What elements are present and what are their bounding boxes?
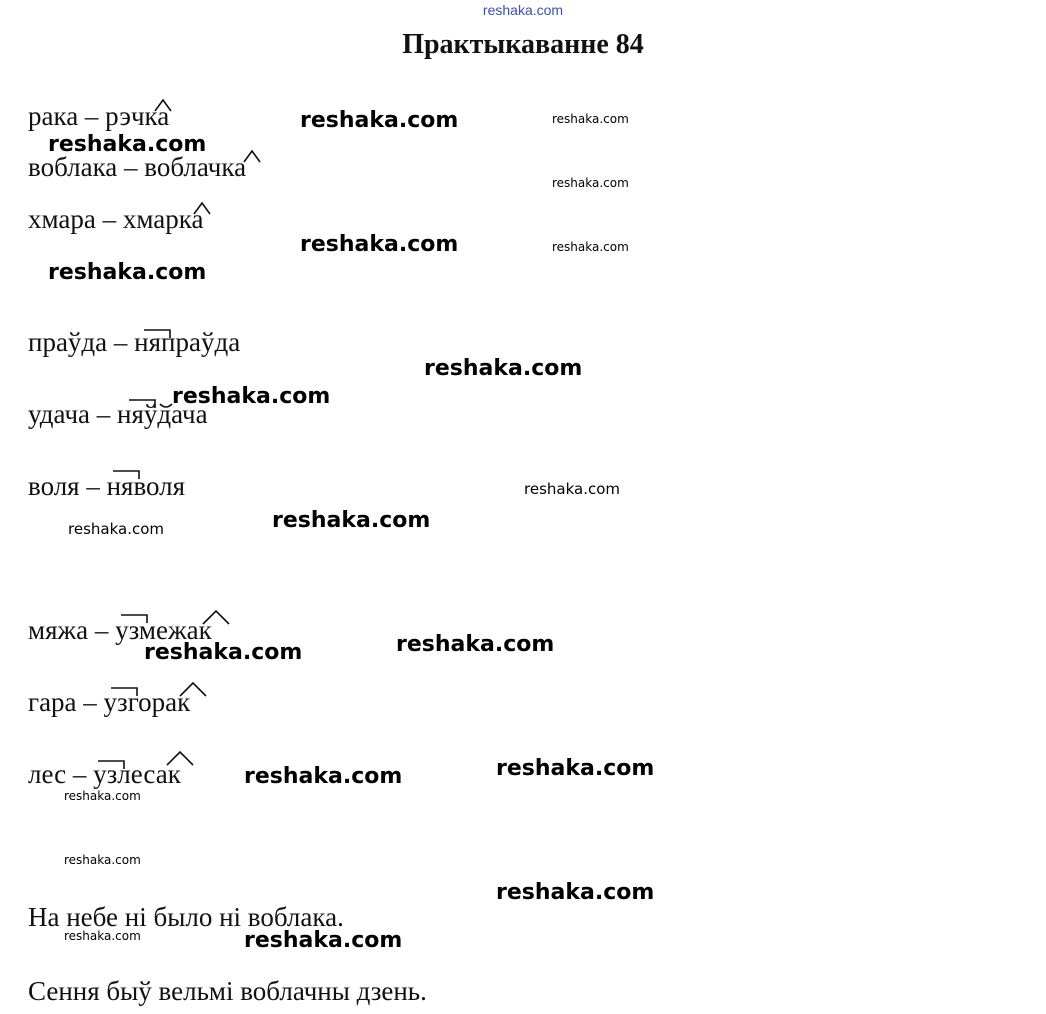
sentence-line: На небе ні было ні воблака. [28,902,344,932]
watermark: reshaka.com [48,132,207,157]
watermark: reshaka.com [552,112,629,126]
word-pair-line: рака – рэчка [28,101,170,131]
word-pair-line: воблака – воблачка [28,152,247,182]
watermark: reshaka.com [300,108,459,133]
watermark: reshaka.com [424,356,583,381]
word-pair-line: гара – узгорак [28,687,191,717]
word-pair-line: воля – няволя [28,471,186,501]
watermark: reshaka.com [64,789,141,803]
word-pair-line: праўда – няпраўда [28,327,241,357]
watermark: reshaka.com [244,928,403,953]
site-link[interactable]: reshaka.com [482,2,564,18]
page-title: Практыкаванне 84 [402,29,644,60]
watermark: reshaka.com [552,240,629,254]
watermark: reshaka.com [244,764,403,789]
word-pair-line: мяжа – узмежак [28,615,212,645]
watermark: reshaka.com [552,176,629,190]
watermark: reshaka.com [172,384,331,409]
watermark: reshaka.com [68,520,164,538]
word-pair-line: лес – узлесак [28,759,181,789]
watermark: reshaka.com [300,232,459,257]
watermark: reshaka.com [524,480,620,498]
watermark: reshaka.com [496,756,655,781]
watermark: reshaka.com [48,260,207,285]
word-pair-line: хмара – хмарка [28,204,204,234]
watermark: reshaka.com [396,632,555,657]
watermark: reshaka.com [272,508,431,533]
watermark: reshaka.com [64,853,141,867]
watermark: reshaka.com [496,880,655,905]
sentence-line: Сення быў вельмі воблачны дзень. [28,976,427,1006]
word-pair-line: удача – няўдача [28,399,208,429]
suffix-mark [244,151,260,162]
watermark: reshaka.com [144,640,303,665]
watermark: reshaka.com [64,929,141,943]
